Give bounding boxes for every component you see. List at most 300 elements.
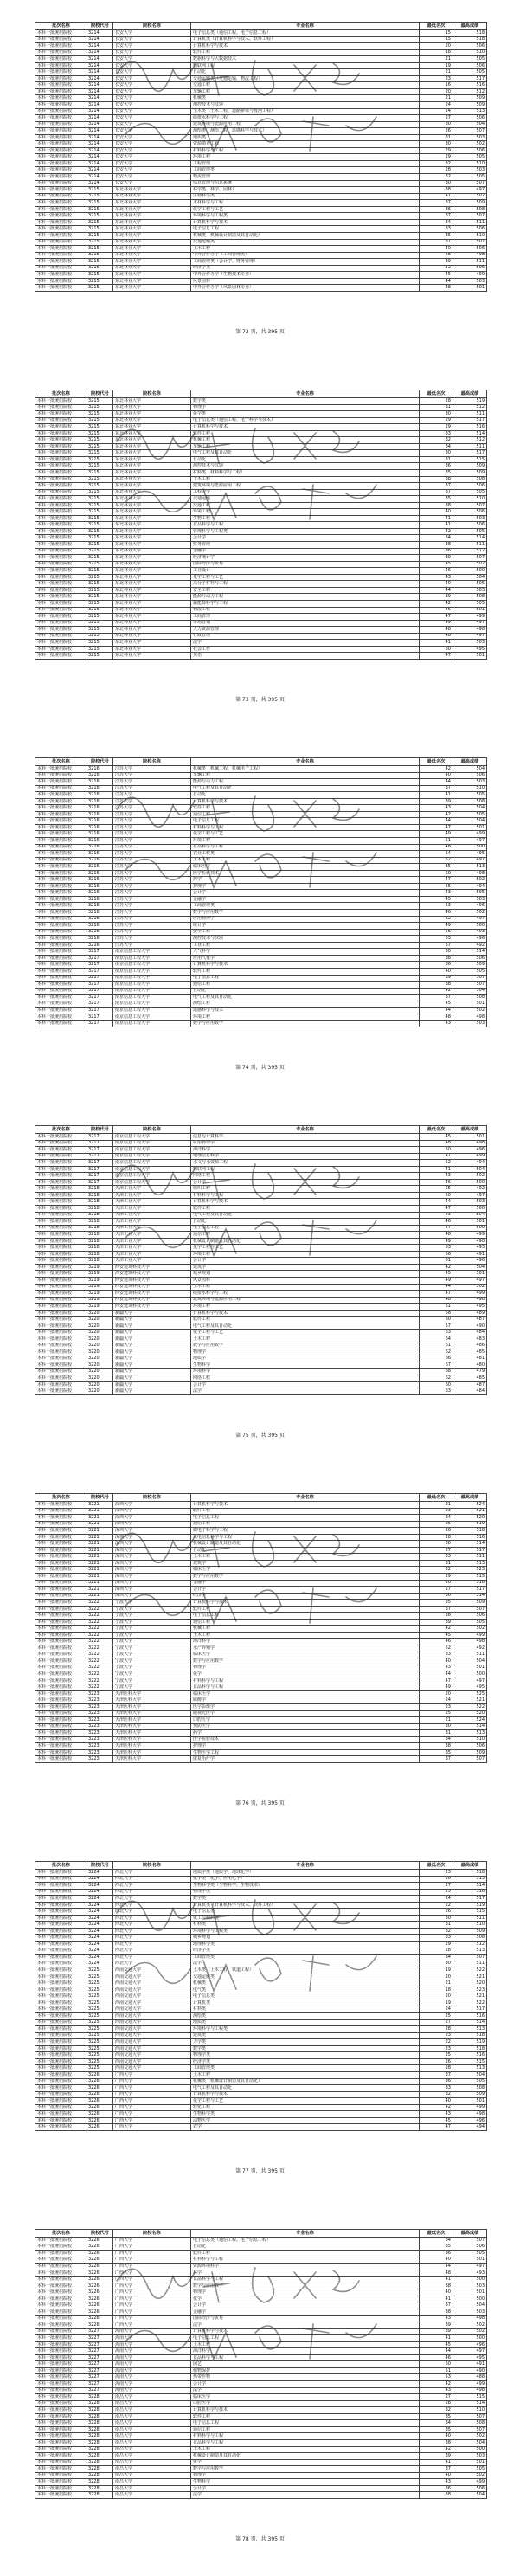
cell-school-name: 南昌大学: [113, 2420, 191, 2427]
cell-major-name: 车辆工程: [191, 443, 420, 450]
cell-batch: 本科一批统招院校: [35, 2000, 87, 2006]
table-row: [35, 121, 487, 128]
cell-school-code: 3215: [87, 607, 113, 614]
cell-min-rank: 60: [420, 1317, 453, 1323]
cell-max-score: 513: [453, 864, 487, 871]
cell-min-rank: 36: [420, 962, 453, 969]
cell-max-score: 500: [453, 2296, 487, 2302]
table-row: [35, 88, 487, 95]
cell-school-name: 西南交通大学: [113, 2065, 191, 2072]
cell-school-code: 3216: [87, 890, 113, 897]
cell-major-name: 自动化: [191, 988, 420, 995]
cell-max-score: 507: [453, 982, 487, 989]
table-row: [35, 2328, 487, 2335]
cell-batch: 本科一批统招院校: [35, 43, 87, 50]
cell-min-rank: 27: [420, 2394, 453, 2401]
cell-school-name: 东北林业大学: [113, 555, 191, 562]
cell-major-name: 口腔医学: [191, 2400, 420, 2407]
cell-major-name: 管理科学与工程类: [191, 528, 420, 535]
cell-max-score: 507: [453, 213, 487, 220]
cell-major-name: 计算机类（计算机科学与技术、软件工程）: [191, 1902, 420, 1909]
cell-max-score: 495: [453, 646, 487, 653]
cell-min-rank: 50: [420, 1192, 453, 1199]
cell-max-score: 503: [453, 640, 487, 647]
cell-school-code: 3221: [87, 1541, 113, 1548]
cell-school-code: 3216: [87, 851, 113, 858]
cell-major-name: 水产养殖学: [191, 1645, 420, 1652]
cell-school-name: 宁波大学: [113, 1613, 191, 1620]
cell-batch: 本科一批统招院校: [35, 877, 87, 884]
document-page: [0, 0, 520, 368]
table-row: [35, 1336, 487, 1343]
table-row: [35, 1140, 487, 1147]
header-min-rank: 最低名次: [420, 758, 453, 766]
cell-max-score: 487: [453, 1317, 487, 1323]
cell-major-name: 自动化: [191, 1219, 420, 1226]
cell-school-code: 3215: [87, 450, 113, 457]
cell-school-code: 3226: [87, 2322, 113, 2329]
cell-max-score: 513: [453, 108, 487, 115]
cell-major-name: 电子信息类: [191, 1909, 420, 1916]
cell-major-name: 建筑学: [191, 1264, 420, 1271]
admission-score-table: [35, 757, 487, 1027]
cell-school-code: 3228: [87, 2426, 113, 2433]
cell-school-name: 南京信息工程大学: [113, 949, 191, 956]
cell-major-name: 临床医学: [191, 1567, 420, 1574]
table-row: [35, 2045, 487, 2052]
cell-max-score: 517: [453, 1587, 487, 1594]
cell-min-rank: 30: [420, 141, 453, 148]
cell-school-name: 东北林业大学: [113, 259, 191, 266]
cell-major-name: 护理学: [191, 1743, 420, 1750]
cell-min-rank: 23: [420, 1870, 453, 1877]
cell-school-name: 东北林业大学: [113, 272, 191, 279]
cell-batch: 本科一批统招院校: [35, 252, 87, 259]
cell-major-name: 会计学: [191, 1258, 420, 1265]
cell-school-name: 西北大学: [113, 1896, 191, 1903]
cell-school-code: 3215: [87, 620, 113, 627]
table-row: [35, 805, 487, 812]
cell-min-rank: 24: [420, 1697, 453, 1704]
table-row: [35, 219, 487, 226]
cell-max-score: 505: [453, 174, 487, 181]
cell-major-name: 机械设计制造及其自动化: [191, 1238, 420, 1245]
cell-min-rank: 45: [420, 1271, 453, 1278]
cell-school-code: 3228: [87, 2439, 113, 2446]
cell-min-rank: 37: [420, 785, 453, 792]
cell-school-name: 东北林业大学: [113, 285, 191, 292]
cell-batch: 本科一批统招院校: [35, 805, 87, 812]
cell-min-rank: 44: [420, 2264, 453, 2270]
cell-school-name: 西北大学: [113, 1948, 191, 1955]
cell-school-code: 3214: [87, 95, 113, 102]
table-row: [35, 903, 487, 910]
cell-school-code: 3217: [87, 1008, 113, 1014]
table-row: [35, 226, 487, 233]
cell-school-name: 新疆大学: [113, 1336, 191, 1343]
cell-school-code: 3221: [87, 1580, 113, 1587]
table-row: [35, 1915, 487, 1922]
cell-major-name: 国际经济与贸易: [191, 2315, 420, 2322]
cell-min-rank: 45: [420, 272, 453, 279]
cell-min-rank: 25: [420, 1521, 453, 1528]
cell-school-name: 江苏大学: [113, 818, 191, 825]
page-footer: 第 75 页，共 395 页: [235, 1433, 285, 1439]
cell-school-name: 宁波大学: [113, 1606, 191, 1613]
cell-school-code: 3226: [87, 2296, 113, 2302]
cell-min-rank: 57: [420, 1323, 453, 1330]
cell-min-rank: 41: [420, 2459, 453, 2466]
cell-max-score: 494: [453, 1160, 487, 1167]
cell-major-name: 网络工程: [191, 1375, 420, 1382]
cell-school-name: 长安大学: [113, 174, 191, 181]
cell-school-name: 南京信息工程大学: [113, 1134, 191, 1141]
table-row: [35, 2270, 487, 2277]
cell-school-code: 3215: [87, 568, 113, 575]
cell-batch: 本科一批统招院校: [35, 2283, 87, 2289]
cell-batch: 本科一批统招院校: [35, 121, 87, 128]
cell-batch: 本科一批统招院校: [35, 929, 87, 936]
cell-batch: 本科一批统招院校: [35, 2315, 87, 2322]
cell-school-name: 深圳大学: [113, 1554, 191, 1561]
cell-min-rank: 49: [420, 831, 453, 838]
cell-batch: 本科一批统招院校: [35, 1502, 87, 1509]
cell-school-name: 西南交通大学: [113, 1993, 191, 2000]
cell-school-code: 3221: [87, 1528, 113, 1535]
cell-school-code: 3228: [87, 2459, 113, 2466]
header-max-score: 最高成绩: [453, 23, 487, 30]
cell-school-code: 3225: [87, 2000, 113, 2006]
cell-major-name: 信息与计算科学: [191, 1134, 420, 1141]
cell-max-score: 500: [453, 2335, 487, 2342]
cell-major-name: 光电信息科学与工程: [191, 1534, 420, 1541]
table-row: [35, 1528, 487, 1535]
cell-school-name: 南昌大学: [113, 2446, 191, 2453]
cell-max-score: 507: [453, 128, 487, 135]
cell-batch: 本科一批统招院校: [35, 1528, 87, 1535]
cell-max-score: 497: [453, 187, 487, 194]
table-row: [35, 1502, 487, 1509]
table-row: [35, 1749, 487, 1756]
cell-school-code: 3227: [87, 2348, 113, 2355]
table-row: [35, 1330, 487, 1336]
table-row: [35, 2387, 487, 2394]
cell-batch: 本科一批统招院校: [35, 1915, 87, 1922]
table-row: [35, 2013, 487, 2020]
cell-school-code: 3226: [87, 2078, 113, 2085]
cell-school-name: 江苏大学: [113, 929, 191, 936]
cell-min-rank: 28: [420, 1534, 453, 1541]
cell-min-rank: 47: [420, 877, 453, 884]
cell-max-score: 502: [453, 2328, 487, 2335]
cell-major-name: 眼视光医学: [191, 1710, 420, 1717]
cell-batch: 本科一批统招院校: [35, 903, 87, 910]
cell-batch: 本科一批统招院校: [35, 1014, 87, 1021]
cell-school-name: 天津医科大学: [113, 1697, 191, 1704]
cell-school-name: 江苏大学: [113, 844, 191, 851]
table-row: [35, 1356, 487, 1362]
table-row: [35, 417, 487, 424]
cell-school-name: 天津工业大学: [113, 1212, 191, 1219]
cell-major-name: 经济统计学: [191, 555, 420, 562]
cell-batch: 本科一批统招院校: [35, 2091, 87, 2098]
cell-min-rank: 45: [420, 1001, 453, 1008]
cell-batch: 本科一批统招院校: [35, 213, 87, 220]
cell-school-name: 南京信息工程大学: [113, 975, 191, 982]
cell-batch: 本科一批统招院校: [35, 1974, 87, 1980]
cell-major-name: 环境工程: [191, 1304, 420, 1311]
cell-batch: 本科一批统招院校: [35, 265, 87, 272]
cell-school-name: 东北林业大学: [113, 265, 191, 272]
cell-school-name: 广西大学: [113, 2296, 191, 2302]
cell-school-name: 江苏大学: [113, 870, 191, 877]
cell-batch: 本科一批统招院校: [35, 798, 87, 805]
cell-batch: 本科一批统招院校: [35, 2354, 87, 2361]
table-row: [35, 522, 487, 529]
cell-school-name: 南京信息工程大学: [113, 968, 191, 975]
cell-school-name: 东北林业大学: [113, 246, 191, 253]
cell-max-score: 509: [453, 1928, 487, 1935]
table-row: [35, 2420, 487, 2427]
cell-school-code: 3219: [87, 1278, 113, 1285]
cell-school-code: 3220: [87, 1323, 113, 1330]
cell-school-name: 东北林业大学: [113, 607, 191, 614]
cell-school-name: 宁波大学: [113, 1671, 191, 1678]
cell-school-name: 广西大学: [113, 2104, 191, 2111]
table-row: [35, 923, 487, 930]
table-row: [35, 2078, 487, 2085]
cell-batch: 本科一批统招院校: [35, 1993, 87, 2000]
cell-school-name: 西北大学: [113, 1876, 191, 1883]
cell-school-code: 3226: [87, 2315, 113, 2322]
cell-school-code: 3214: [87, 43, 113, 50]
cell-max-score: 520: [453, 1710, 487, 1717]
table-row: [35, 200, 487, 207]
cell-max-score: 523: [453, 1567, 487, 1574]
cell-min-rank: 19: [420, 62, 453, 69]
cell-min-rank: 18: [420, 49, 453, 56]
cell-min-rank: 28: [420, 167, 453, 174]
cell-school-code: 3226: [87, 2302, 113, 2309]
cell-school-code: 3215: [87, 489, 113, 496]
cell-major-name: 法学: [191, 1961, 420, 1967]
cell-major-name: 环境科学与工程类: [191, 2026, 420, 2033]
table-row: [35, 1278, 487, 1285]
cell-school-name: 南昌大学: [113, 2400, 191, 2407]
cell-max-score: 504: [453, 2439, 487, 2446]
cell-major-name: 计算机科学与技术: [191, 424, 420, 431]
table-row: [35, 2251, 487, 2257]
cell-school-name: 东北林业大学: [113, 633, 191, 640]
cell-school-name: 天津医科大学: [113, 1723, 191, 1730]
cell-min-rank: 43: [420, 1212, 453, 1219]
cell-major-name: 法学: [191, 1388, 420, 1395]
cell-school-name: 西南交通大学: [113, 2019, 191, 2026]
cell-batch: 本科一批统招院校: [35, 1264, 87, 1271]
cell-school-name: 南京信息工程大学: [113, 1173, 191, 1180]
cell-school-name: 长安大学: [113, 115, 191, 122]
cell-min-rank: 19: [420, 2000, 453, 2006]
cell-school-name: 江苏大学: [113, 916, 191, 923]
cell-min-rank: 30: [420, 450, 453, 457]
cell-min-rank: 30: [420, 949, 453, 956]
cell-batch: 本科一批统招院校: [35, 2367, 87, 2374]
cell-max-score: 506: [453, 62, 487, 69]
cell-major-name: 电子信息工程: [191, 1515, 420, 1522]
cell-school-name: 新疆大学: [113, 1368, 191, 1375]
cell-school-name: 长安大学: [113, 62, 191, 69]
cell-batch: 本科一批统招院校: [35, 424, 87, 431]
header-max-score: 最高成绩: [453, 1126, 487, 1134]
cell-major-name: 软件工程: [191, 1317, 420, 1323]
cell-school-code: 3225: [87, 2065, 113, 2072]
cell-max-score: 507: [453, 239, 487, 246]
cell-batch: 本科一批统招院校: [35, 1690, 87, 1697]
cell-major-name: 环境工程: [191, 1251, 420, 1258]
document-page: [0, 2207, 520, 2575]
cell-major-name: 电子信息工程: [191, 226, 420, 233]
cell-max-score: 501: [453, 2257, 487, 2264]
cell-max-score: 506: [453, 226, 487, 233]
cell-school-code: 3214: [87, 49, 113, 56]
cell-school-name: 长安大学: [113, 82, 191, 89]
cell-major-name: 数学类: [191, 398, 420, 405]
cell-max-score: 499: [453, 1632, 487, 1639]
cell-school-name: 东北林业大学: [113, 489, 191, 496]
cell-min-rank: 37: [420, 483, 453, 490]
cell-major-name: 材料科学与工程: [191, 1678, 420, 1684]
cell-min-rank: 27: [420, 115, 453, 122]
table-row: [35, 187, 487, 194]
cell-min-rank: 24: [420, 1515, 453, 1522]
cell-major-name: 园艺: [191, 2361, 420, 2368]
cell-school-name: 海南大学: [113, 2361, 191, 2368]
cell-max-score: 506: [453, 522, 487, 529]
cell-major-name: 临床医学: [191, 1652, 420, 1658]
cell-batch: 本科一批统招院校: [35, 1245, 87, 1252]
cell-max-score: 499: [453, 2479, 487, 2486]
cell-max-score: 511: [453, 542, 487, 549]
cell-school-code: 3216: [87, 811, 113, 818]
table-row: [35, 496, 487, 503]
cell-major-name: 材料科学与工程: [191, 2433, 420, 2440]
table-row: [35, 1632, 487, 1639]
cell-max-score: 518: [453, 1870, 487, 1877]
cell-major-name: 土木类（土木工程、道路桥梁与渡河工程）: [191, 108, 420, 115]
cell-school-name: 东北林业大学: [113, 463, 191, 470]
cell-min-rank: 28: [420, 1948, 453, 1955]
cell-batch: 本科一批统招院校: [35, 1356, 87, 1362]
cell-school-code: 3228: [87, 2400, 113, 2407]
cell-major-name: 食品科学与工程: [191, 2277, 420, 2283]
cell-school-name: 南昌大学: [113, 2485, 191, 2492]
cell-school-code: 3215: [87, 417, 113, 424]
cell-major-name: 海洋科学: [191, 2348, 420, 2355]
cell-major-name: 电子信息工程: [191, 975, 420, 982]
cell-school-name: 广西大学: [113, 2111, 191, 2118]
cell-major-name: 软件工程: [191, 968, 420, 975]
cell-max-score: 518: [453, 2045, 487, 2052]
cell-school-name: 广西大学: [113, 2124, 191, 2131]
header-min-rank: 最低名次: [420, 1126, 453, 1134]
table-row: [35, 594, 487, 601]
cell-min-rank: 20: [420, 1974, 453, 1980]
cell-major-name: 农业工程类: [191, 851, 420, 858]
cell-school-name: 广西大学: [113, 2091, 191, 2098]
cell-school-code: 3218: [87, 1212, 113, 1219]
cell-batch: 本科一批统招院校: [35, 2492, 87, 2499]
header-school-name: 院校名称: [113, 1862, 191, 1870]
header-batch: 批次名称: [35, 2230, 87, 2238]
cell-batch: 本科一批统招院校: [35, 1008, 87, 1014]
cell-school-name: 海南大学: [113, 2354, 191, 2361]
cell-batch: 本科一批统招院校: [35, 239, 87, 246]
cell-major-name: 建筑环境与能源应用工程: [191, 483, 420, 490]
cell-max-score: 504: [453, 2071, 487, 2078]
cell-max-score: 514: [453, 1883, 487, 1890]
cell-school-code: 3226: [87, 2071, 113, 2078]
cell-min-rank: 45: [420, 1134, 453, 1141]
cell-school-name: 宁波大学: [113, 1639, 191, 1645]
cell-max-score: 508: [453, 798, 487, 805]
cell-major-name: 土木工程: [191, 2341, 420, 2348]
header-min-rank: 最低名次: [420, 1862, 453, 1870]
cell-school-code: 3223: [87, 1749, 113, 1756]
cell-school-code: 3228: [87, 2472, 113, 2479]
cell-school-name: 长安大学: [113, 88, 191, 95]
table-row: [35, 851, 487, 858]
cell-max-score: 519: [453, 1902, 487, 1909]
cell-school-code: 3228: [87, 2407, 113, 2414]
cell-batch: 本科一批统招院校: [35, 594, 87, 601]
cell-max-score: 506: [453, 1613, 487, 1620]
cell-major-name: 化学工程与工艺: [191, 831, 420, 838]
cell-max-score: 512: [453, 437, 487, 444]
cell-school-name: 广西大学: [113, 2244, 191, 2251]
cell-min-rank: 37: [420, 2071, 453, 2078]
cell-batch: 本科一批统招院校: [35, 542, 87, 549]
table-row: [35, 2085, 487, 2092]
cell-school-name: 东北林业大学: [113, 568, 191, 575]
cell-major-name: 交通工程: [191, 502, 420, 509]
cell-school-name: 西北大学: [113, 1870, 191, 1877]
cell-min-rank: 47: [420, 2124, 453, 2131]
cell-batch: 本科一批统招院校: [35, 1258, 87, 1265]
cell-min-rank: 18: [420, 1987, 453, 1993]
cell-batch: 本科一批统招院校: [35, 627, 87, 634]
cell-batch: 本科一批统招院校: [35, 883, 87, 890]
cell-school-code: 3220: [87, 1381, 113, 1388]
cell-school-name: 新疆大学: [113, 1323, 191, 1330]
table-row: [35, 43, 487, 50]
cell-major-name: 交通工程: [191, 82, 420, 89]
table-row: [35, 1580, 487, 1587]
cell-max-score: 507: [453, 2238, 487, 2244]
cell-max-score: 504: [453, 1166, 487, 1173]
cell-min-rank: 51: [420, 2367, 453, 2374]
cell-max-score: 495: [453, 2354, 487, 2361]
cell-min-rank: 25: [420, 1889, 453, 1896]
cell-min-rank: 45: [420, 561, 453, 568]
table-row: [35, 988, 487, 995]
cell-school-code: 3224: [87, 1870, 113, 1877]
cell-max-score: 498: [453, 2387, 487, 2394]
cell-max-score: 525: [453, 1690, 487, 1697]
cell-school-name: 广西大学: [113, 2283, 191, 2289]
cell-school-code: 3219: [87, 1304, 113, 1311]
table-row: [35, 1717, 487, 1724]
cell-min-rank: 35: [420, 864, 453, 871]
